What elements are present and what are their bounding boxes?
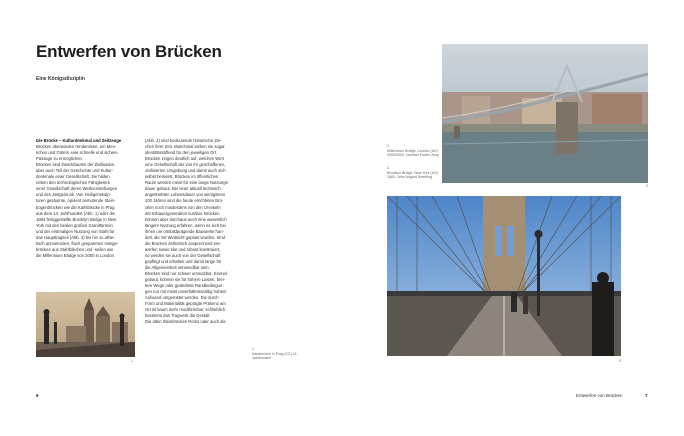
text-line: einer Gesellschaft deren Werkvorstellungen [36, 186, 118, 192]
column-2-text [145, 138, 241, 325]
millennium-bridge-image [442, 44, 648, 183]
text-line: Brücken zeigen deutlich auf, welchen Wert [145, 156, 225, 162]
text-line: selbst beimisst. Brücken im öffentlichen [145, 174, 219, 180]
page-title: Entwerfen von Brücken [36, 42, 222, 61]
page-subtitle: Eine Königsdisziplin [36, 76, 85, 82]
text-line: gepflegt und erhalten und damit lange für [145, 258, 222, 264]
fig3-caption-number: 3 [387, 166, 389, 170]
fig2-tag: 2 [646, 184, 648, 188]
fig3-caption [387, 166, 443, 180]
text-line: delt, die mit Weitsicht geplant wurden. Sind [145, 234, 225, 240]
text-line: cken noch mindestens von den Urenkeln [145, 204, 221, 210]
text-line: Ort ist kaum mehr modifizierbar, schließlich [145, 307, 226, 313]
text-line: so werden sie auch von der Gesellschaft [145, 252, 221, 258]
text-line: identitätsstiftend für den jeweiligen Ort. [145, 150, 218, 156]
text-line: aus dem 14. Jahrhundert (Abb. 1) oder die [36, 210, 115, 216]
text-line: längere Nutzung erfahren, wenn es sich bei [145, 222, 226, 228]
text-line: das Haupttragseil (Abb. 3) bis hin zu athle- [36, 234, 116, 240]
text-line: Brücken sind Zweckbauten der Zivilisation, [36, 162, 116, 168]
fig2-caption [387, 144, 443, 158]
fig3-tag: 3 [619, 359, 621, 363]
section-heading: Die Brücke – Kulturdenkmal und Zeitzeuge [36, 138, 122, 143]
fig1-caption [252, 347, 300, 361]
text-line: bestimmt das Tragwerk die Gestalt. [145, 313, 211, 319]
text-line: Brücken überwinden Hindernisse, um Men- [36, 144, 117, 150]
right-page-number: 7 [645, 393, 648, 398]
text-line: (Abb. 2) sind bedeutende historische Zei- [145, 138, 222, 143]
text-line: tisch anmutenden, flach gespannten Hänge- [36, 240, 119, 246]
text-line: turen gesäumte, opulent anmutende Stein- [36, 198, 116, 204]
text-line: Passage zu ermöglichen. [36, 156, 84, 162]
text-line: tere Wege oder geänderte Randbedingun- [145, 283, 224, 289]
text-line: die Brücken ästhetisch ansprechend ent- [145, 240, 221, 246]
fig1-tag: 1 [131, 359, 133, 363]
left-page-number: 6 [36, 393, 39, 398]
millennium-bridge-photo [442, 44, 648, 183]
text-line: worfen sowie klar und robust konstruiert, [145, 246, 221, 252]
text-line: können aber durchaus auch eine wesentlich [145, 216, 227, 222]
text-line: der Erbauergeneration nutzbar. Brücken [145, 210, 220, 216]
text-line: die Allgemeinheit verwendbar sein. [145, 264, 210, 270]
text-line: dauer gebaut. Bei einer aktuell technisch [145, 186, 221, 192]
body-column-2 [145, 138, 241, 325]
text-line: gen nur mit meist unverhältnismäßig hohem [145, 289, 227, 295]
text-line: aber auch Teil der Geschichte und Kultur- [36, 168, 113, 174]
text-line: gebaut, können sie für höhere Lasten, brei- [145, 277, 226, 283]
brooklyn-bridge-photo [387, 196, 621, 356]
text-line: die Millennium Bridge von 2000 in London [36, 252, 114, 258]
column-1-text [36, 144, 132, 259]
text-line: neben den technologischen Fähigkeiten [36, 180, 111, 186]
text-line: bogenbrücken wie die Karlsbrücke in Prag [36, 204, 115, 210]
text-line: eine Gesellschaft der von ihr geschaffenen, [145, 162, 226, 168]
text-line: und den Zeitgeist ab. Von Heiligenskulp- [36, 192, 111, 198]
running-title: Entwerfen von Brücken [576, 393, 623, 398]
text-line: Form und Materialität geprägte Präsenz am [145, 301, 226, 307]
brooklyn-bridge-image [387, 196, 621, 356]
text-line: zivilisierten Umgebung und damit auch sich [145, 168, 226, 174]
text-line: brücken aus Stahlblechen und -seilen wie [36, 246, 114, 252]
karlsbruecke-photo [36, 292, 135, 357]
text-line: 100 Jahren sind die heute errichteten Brü- [145, 198, 224, 204]
text-line: angestrebten Lebensdauer von wenigstens [145, 192, 226, 198]
fig1-caption-number: 1 [252, 347, 254, 351]
text-line: Raum werden meist für eine lange Nutzungs- [145, 180, 230, 186]
text-line: chen ihrer Zeit. Manchmal wirken sie sogar [145, 144, 225, 150]
text-line: und der erstmaligen Nutzung von Stahl für [36, 228, 115, 234]
body-column-1 [36, 138, 132, 259]
fig3-caption-text: Brooklyn Bridge, New York (US) 1883, John August Roebling [387, 170, 438, 180]
text-line: schen und Gütern eine schnelle und sichere [36, 150, 118, 156]
text-line: Aufwand umgerüstet werden. Die durch [145, 295, 219, 301]
text-line: York mit den beiden großen Granittürmen [36, 222, 113, 228]
text-line: Brücken sind nur schwer umnutzbar. Einmal [145, 271, 227, 277]
text-line: 1883 fertiggestellte Brooklyn Bridge in New [36, 216, 117, 222]
fig1-caption-text: Karlsbrücke in Prag (CZ) 14. Jahrhundert [252, 351, 298, 361]
text-line: ihnen um ortsbildprägende Bauwerke han- [145, 228, 224, 234]
fig2-caption-text: Millennium Bridge, London (UK) 2000/2002, Norman Foster, Arup [387, 148, 440, 158]
text-line: Die alten Steinbrücken Roms oder auch die [145, 319, 226, 325]
text-line: denkmale einer Gesellschaft. Sie bilden [36, 174, 110, 180]
karlsbruecke-image [36, 292, 135, 357]
fig2-caption-number: 2 [387, 144, 389, 148]
